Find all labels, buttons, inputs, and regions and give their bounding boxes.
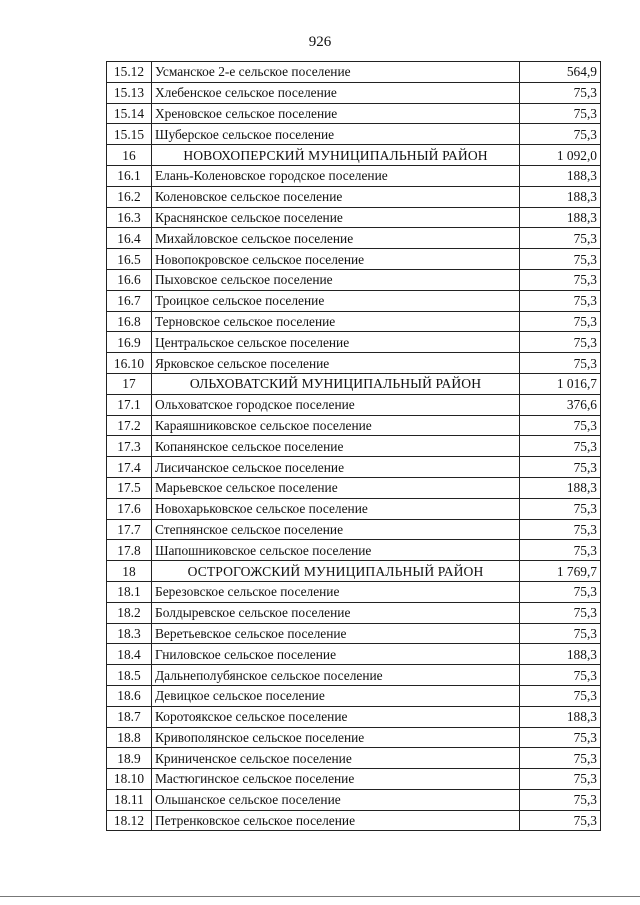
district-row <box>107 373 601 394</box>
table-row <box>107 748 601 769</box>
table-row <box>107 332 601 353</box>
row-code: 16.4 <box>107 228 152 249</box>
row-name: Михайловское сельское поселение <box>152 228 520 249</box>
row-amount: 75,3 <box>520 82 601 103</box>
row-amount: 75,3 <box>520 311 601 332</box>
row-name: Шапошниковское сельское поселение <box>152 540 520 561</box>
row-code: 18.2 <box>107 602 152 623</box>
table-row <box>107 228 601 249</box>
table-row <box>107 103 601 124</box>
table-row <box>107 623 601 644</box>
row-amount: 75,3 <box>520 602 601 623</box>
table-row <box>107 477 601 498</box>
row-code: 16 <box>107 145 152 166</box>
row-code: 16.10 <box>107 353 152 374</box>
row-code: 15.12 <box>107 62 152 83</box>
row-amount: 75,3 <box>520 769 601 790</box>
row-amount: 1 092,0 <box>520 145 601 166</box>
district-row <box>107 561 601 582</box>
row-code: 16.5 <box>107 249 152 270</box>
table-row <box>107 290 601 311</box>
table-row <box>107 207 601 228</box>
row-amount: 75,3 <box>520 353 601 374</box>
row-name: Лисичанское сельское поселение <box>152 457 520 478</box>
row-code: 15.13 <box>107 82 152 103</box>
row-name: Коротоякское сельское поселение <box>152 706 520 727</box>
table-row <box>107 415 601 436</box>
row-name: ОСТРОГОЖСКИЙ МУНИЦИПАЛЬНЫЙ РАЙОН <box>152 561 520 582</box>
table-row <box>107 540 601 561</box>
row-code: 16.8 <box>107 311 152 332</box>
row-amount: 75,3 <box>520 436 601 457</box>
row-code: 18.4 <box>107 644 152 665</box>
row-amount: 188,3 <box>520 477 601 498</box>
row-amount: 75,3 <box>520 498 601 519</box>
row-name: Ольховатское городское поселение <box>152 394 520 415</box>
row-name: Петренковское сельское поселение <box>152 810 520 831</box>
row-code: 17.1 <box>107 394 152 415</box>
page-number: 926 <box>308 34 332 50</box>
row-name: Троицкое сельское поселение <box>152 290 520 311</box>
row-name: НОВОХОПЕРСКИЙ МУНИЦИПАЛЬНЫЙ РАЙОН <box>152 145 520 166</box>
allocation-table <box>106 61 601 831</box>
row-name: Хлебенское сельское поселение <box>152 82 520 103</box>
row-name: Елань-Коленовское городское поселение <box>152 165 520 186</box>
row-amount: 188,3 <box>520 706 601 727</box>
row-amount: 75,3 <box>520 332 601 353</box>
row-name: Новопокровское сельское поселение <box>152 249 520 270</box>
row-code: 18.8 <box>107 727 152 748</box>
row-code: 17.8 <box>107 540 152 561</box>
table-row <box>107 602 601 623</box>
row-name: Девицкое сельское поселение <box>152 685 520 706</box>
row-code: 15.14 <box>107 103 152 124</box>
row-amount: 75,3 <box>520 415 601 436</box>
row-name: Болдыревское сельское поселение <box>152 602 520 623</box>
row-amount: 75,3 <box>520 665 601 686</box>
row-name: Краснянское сельское поселение <box>152 207 520 228</box>
table-row <box>107 665 601 686</box>
table-row <box>107 124 601 145</box>
district-row <box>107 145 601 166</box>
table-row <box>107 519 601 540</box>
row-name: Шуберское сельское поселение <box>152 124 520 145</box>
table-row <box>107 269 601 290</box>
row-amount: 188,3 <box>520 165 601 186</box>
row-name: Ярковское сельское поселение <box>152 353 520 374</box>
row-code: 17.2 <box>107 415 152 436</box>
table-row <box>107 457 601 478</box>
table-row <box>107 810 601 831</box>
row-name: Криниченское сельское поселение <box>152 748 520 769</box>
table-row <box>107 498 601 519</box>
row-code: 16.6 <box>107 269 152 290</box>
row-name: Терновское сельское поселение <box>152 311 520 332</box>
table-row <box>107 394 601 415</box>
row-name: ОЛЬХОВАТСКИЙ МУНИЦИПАЛЬНЫЙ РАЙОН <box>152 373 520 394</box>
row-name: Копанянское сельское поселение <box>152 436 520 457</box>
row-amount: 75,3 <box>520 581 601 602</box>
table-row <box>107 82 601 103</box>
table-row <box>107 62 601 83</box>
row-code: 17 <box>107 373 152 394</box>
table-body <box>107 62 601 831</box>
row-code: 16.9 <box>107 332 152 353</box>
row-code: 18.10 <box>107 769 152 790</box>
row-amount: 75,3 <box>520 810 601 831</box>
row-name: Усманское 2-е сельское поселение <box>152 62 520 83</box>
row-amount: 75,3 <box>520 124 601 145</box>
row-amount: 75,3 <box>520 519 601 540</box>
row-name: Хреновское сельское поселение <box>152 103 520 124</box>
row-amount: 1 016,7 <box>520 373 601 394</box>
row-code: 16.7 <box>107 290 152 311</box>
row-code: 18.12 <box>107 810 152 831</box>
row-amount: 75,3 <box>520 269 601 290</box>
row-name: Мастюгинское сельское поселение <box>152 769 520 790</box>
table-row <box>107 186 601 207</box>
row-code: 18.9 <box>107 748 152 769</box>
table-row <box>107 436 601 457</box>
row-code: 15.15 <box>107 124 152 145</box>
row-amount: 75,3 <box>520 623 601 644</box>
table-row <box>107 685 601 706</box>
row-code: 18.1 <box>107 581 152 602</box>
table-row <box>107 727 601 748</box>
table-row <box>107 165 601 186</box>
row-code: 16.2 <box>107 186 152 207</box>
row-name: Дальнеполубянское сельское поселение <box>152 665 520 686</box>
table-row <box>107 769 601 790</box>
row-amount: 1 769,7 <box>520 561 601 582</box>
row-amount: 376,6 <box>520 394 601 415</box>
table-row <box>107 311 601 332</box>
row-name: Ольшанское сельское поселение <box>152 789 520 810</box>
row-amount: 75,3 <box>520 290 601 311</box>
row-code: 18 <box>107 561 152 582</box>
row-code: 17.6 <box>107 498 152 519</box>
row-amount: 75,3 <box>520 249 601 270</box>
row-name: Центральское сельское поселение <box>152 332 520 353</box>
table-row <box>107 789 601 810</box>
row-code: 18.5 <box>107 665 152 686</box>
row-amount: 75,3 <box>520 789 601 810</box>
row-code: 17.5 <box>107 477 152 498</box>
table-row <box>107 644 601 665</box>
row-code: 17.7 <box>107 519 152 540</box>
row-amount: 75,3 <box>520 727 601 748</box>
row-name: Веретьевское сельское поселение <box>152 623 520 644</box>
row-amount: 75,3 <box>520 748 601 769</box>
row-code: 18.3 <box>107 623 152 644</box>
row-amount: 75,3 <box>520 685 601 706</box>
row-amount: 75,3 <box>520 228 601 249</box>
row-code: 17.4 <box>107 457 152 478</box>
row-name: Коленовское сельское поселение <box>152 186 520 207</box>
row-name: Караяшниковское сельское поселение <box>152 415 520 436</box>
row-code: 18.6 <box>107 685 152 706</box>
row-amount: 188,3 <box>520 207 601 228</box>
row-name: Гниловское сельское поселение <box>152 644 520 665</box>
row-code: 18.7 <box>107 706 152 727</box>
row-code: 16.3 <box>107 207 152 228</box>
table-row <box>107 706 601 727</box>
row-code: 16.1 <box>107 165 152 186</box>
row-amount: 75,3 <box>520 540 601 561</box>
row-code: 17.3 <box>107 436 152 457</box>
row-amount: 75,3 <box>520 103 601 124</box>
table-row <box>107 249 601 270</box>
row-name: Пыховское сельское поселение <box>152 269 520 290</box>
row-amount: 188,3 <box>520 186 601 207</box>
row-name: Степнянское сельское поселение <box>152 519 520 540</box>
row-amount: 188,3 <box>520 644 601 665</box>
row-amount: 564,9 <box>520 62 601 83</box>
row-name: Новохарьковское сельское поселение <box>152 498 520 519</box>
table-row <box>107 353 601 374</box>
row-name: Кривополянское сельское поселение <box>152 727 520 748</box>
row-amount: 75,3 <box>520 457 601 478</box>
row-name: Марьевское сельское поселение <box>152 477 520 498</box>
page-bottom-edge <box>0 896 640 897</box>
row-name: Березовское сельское поселение <box>152 581 520 602</box>
row-code: 18.11 <box>107 789 152 810</box>
table-row <box>107 581 601 602</box>
